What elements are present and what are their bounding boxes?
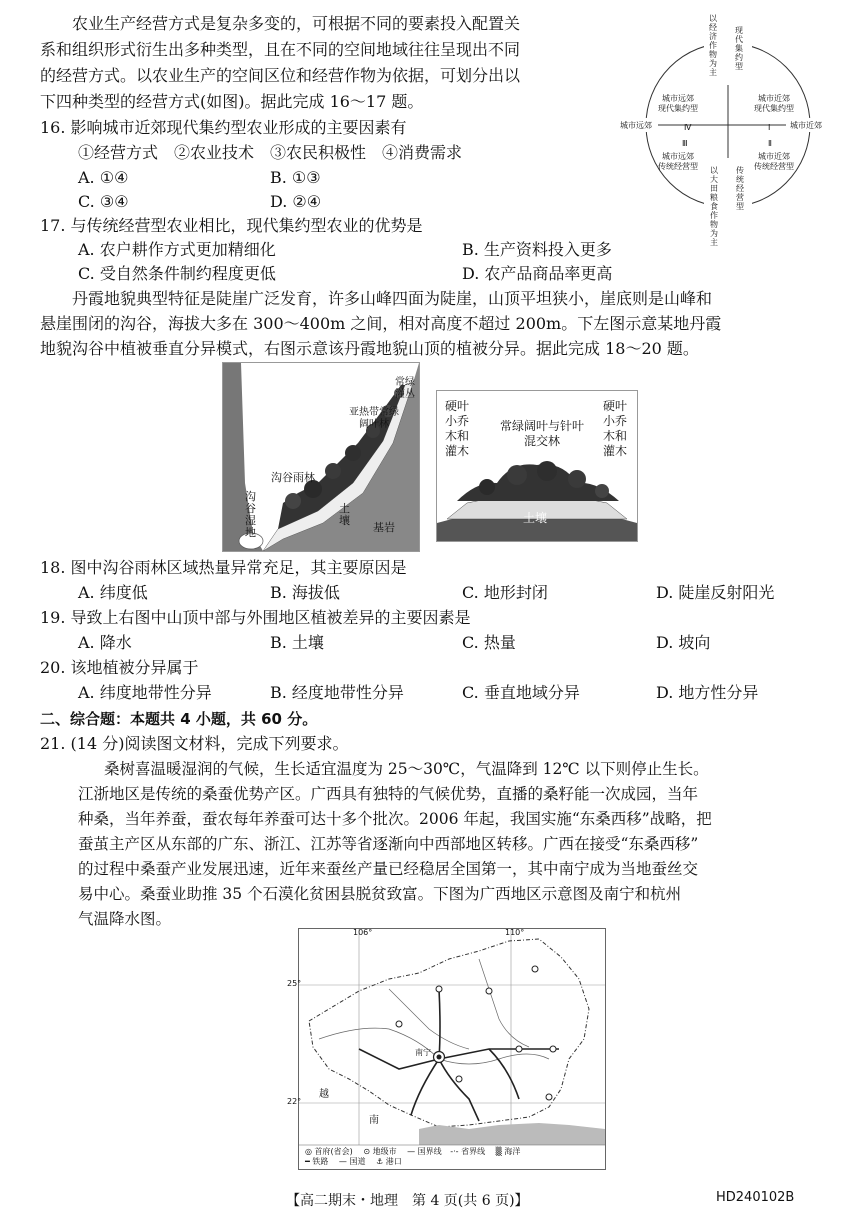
quad-q2-numeral: Ⅱ bbox=[768, 139, 772, 148]
map-lat-25: 25° bbox=[287, 979, 302, 988]
map-lon-106: 106° bbox=[353, 928, 373, 937]
q18-option-d: D. 陡崖反射阳光 bbox=[656, 583, 775, 602]
quad-q3-text: 城市远郊 传统经营型 bbox=[658, 152, 698, 171]
q19-option-a: A. 降水 bbox=[78, 633, 132, 652]
q16-option-a: A. ①④ bbox=[78, 168, 129, 187]
label-valley-rainforest: 沟谷雨林 bbox=[271, 471, 315, 484]
q17-option-d: D. 农产品商品率更高 bbox=[462, 264, 613, 283]
q21-line-5: 的过程中桑蚕产业发展迅速，近年来蚕丝产量已经稳居全国第一，其中南宁成为当地蚕丝交 bbox=[78, 860, 699, 878]
q19-option-b: B. 土壤 bbox=[270, 633, 324, 652]
quad-bottom-right-label: 传统经营型 bbox=[736, 166, 744, 211]
intro2-line-1: 丹霞地貌典型特征是陡崖广泛发育，许多山峰四面为陡崖，山顶平坦狭小，崖底则是山峰和 bbox=[72, 289, 713, 308]
q17-stem: 17. 与传统经营型农业相比，现代集约型农业的优势是 bbox=[40, 216, 423, 235]
intro1-line-1: 农业生产经营方式是复杂多变的，可根据不同的要素投入配置关 bbox=[72, 14, 521, 33]
label-sclerophyll-right: 硬叶 小乔 木和 灌木 bbox=[603, 399, 628, 458]
q18-option-a: A. 纬度低 bbox=[78, 583, 148, 602]
quad-q4-text: 城市远郊 现代集约型 bbox=[658, 94, 698, 113]
footer-page-info: 【高二期末・地理 第 4 页(共 6 页)】 bbox=[286, 1193, 529, 1209]
section-2-heading: 二、综合题：本题共 4 小题，共 60 分。 bbox=[40, 710, 318, 728]
intro1-line-2: 系和组织形式衍生出多种类型，且在不同的空间地域往往呈现出不同 bbox=[40, 40, 521, 59]
quad-q2-text: 城市近郊 传统经营型 bbox=[754, 152, 794, 171]
label-evergreen-shrub: 常绿灌丛 bbox=[395, 377, 415, 400]
q20-stem: 20. 该地植被分异属于 bbox=[40, 658, 199, 677]
footer-code: HD240102B bbox=[716, 1190, 795, 1205]
q21-line-3: 种桑，当年养蚕，蚕农每年养蚕可达十多个批次。2006 年起，我国实施“东桑西移”战略，把 bbox=[78, 810, 712, 828]
q16-option-b: B. ①③ bbox=[270, 168, 321, 187]
q21-line-2: 江浙地区是传统的桑蚕优势产区。广西具有独特的气候优势，直播的桑籽能一次成园，当年 bbox=[78, 785, 699, 803]
q18-option-b: B. 海拔低 bbox=[270, 583, 340, 602]
label-valley-wetland: 沟谷湿地 bbox=[245, 490, 256, 539]
map-lat-22: 22° bbox=[287, 1097, 302, 1106]
q20-option-c: C. 垂直地域分异 bbox=[462, 683, 580, 702]
intro1-line-4: 下四种类型的经营方式(如图)。据此完成 16～17 题。 bbox=[40, 92, 424, 111]
map-lon-110: 110° bbox=[505, 928, 525, 937]
q16-option-d: D. ②④ bbox=[270, 192, 322, 211]
q20-option-d: D. 地方性分异 bbox=[656, 683, 759, 702]
q21-line-1: 桑树喜温暖湿润的气候，生长适宜温度为 25～30℃，气温降到 12℃ 以下则停止生长。 bbox=[104, 760, 709, 778]
map-label-nan: 南 bbox=[369, 1115, 379, 1126]
quad-top-label: 以经济作物为主 bbox=[709, 14, 717, 77]
quad-right-axis: 城市近郊 bbox=[790, 121, 822, 130]
intro2-line-3: 地貌沟谷中植被垂直分异模式，右图示意该丹霞地貌山顶的植被分异。据此完成 18～20 题。 bbox=[40, 339, 699, 358]
q17-option-b: B. 生产资料投入更多 bbox=[462, 240, 612, 259]
q20-option-a: A. 纬度地带性分异 bbox=[78, 683, 212, 702]
q17-option-a: A. 农户耕作方式更加精细化 bbox=[78, 240, 276, 259]
guangxi-map bbox=[287, 928, 606, 1170]
quad-q4-numeral: Ⅳ bbox=[684, 123, 692, 132]
q19-option-d: D. 坡向 bbox=[656, 633, 711, 652]
quad-top-right-label: 现代集约型 bbox=[735, 26, 743, 71]
q19-option-c: C. 热量 bbox=[462, 633, 516, 652]
q19-stem: 19. 导致上右图中山顶中部与外围地区植被差异的主要因素是 bbox=[40, 608, 471, 627]
q18-stem: 18. 图中沟谷雨林区域热量异常充足，其主要原因是 bbox=[40, 558, 407, 577]
q21-line-6: 易中心。桑蚕业助推 35 个石漠化贫困县脱贫致富。下图为广西地区示意图及南宁和杭州 bbox=[78, 885, 682, 903]
map-legend: ◎ 首府(省会) ⊙ 地级市 — 国界线 -·- 省界线 ▒ 海洋 ━ 铁路 — 国道 ⚓ 港口 bbox=[305, 1147, 521, 1166]
q17-option-c: C. 受自然条件制约程度更低 bbox=[78, 264, 276, 283]
q16-factors: ①经营方式 ②农业技术 ③农民积极性 ④消费需求 bbox=[78, 143, 463, 162]
label-soil-left: 土壤 bbox=[339, 502, 350, 527]
q21-line-7: 气温降水图。 bbox=[78, 910, 172, 928]
quad-q1-numeral: Ⅰ bbox=[768, 123, 771, 132]
label-mixed-forest: 常绿阔叶与针叶 混交林 bbox=[499, 419, 584, 448]
q16-option-c: C. ③④ bbox=[78, 192, 129, 211]
quadrant-figure bbox=[618, 8, 838, 247]
q18-option-c: C. 地形封闭 bbox=[462, 583, 548, 602]
danxia-valley-figure bbox=[222, 362, 420, 552]
map-city-nanning: 南宁 bbox=[415, 1048, 431, 1057]
q16-stem: 16. 影响城市近郊现代集约型农业形成的主要因素有 bbox=[40, 118, 407, 137]
label-subtropical-forest: 亚热带常绿阔叶林 bbox=[349, 407, 399, 430]
danxia-summit-figure bbox=[436, 390, 638, 542]
label-bedrock: 基岩 bbox=[373, 521, 395, 534]
intro1-line-3: 的经营方式。以农业生产的空间区位和经营作物为依据，可划分出以 bbox=[40, 66, 521, 85]
quad-left-axis: 城市远郊 bbox=[620, 121, 652, 130]
map-label-yue: 越 bbox=[319, 1089, 329, 1100]
intro2-line-2: 悬崖围闭的沟谷，海拔大多在 300～400m 之间，相对高度不超过 200m。下左图示意某地丹霞 bbox=[40, 314, 722, 333]
q20-option-b: B. 经度地带性分异 bbox=[270, 683, 404, 702]
label-sclerophyll-left: 硬叶 小乔 木和 灌木 bbox=[445, 399, 470, 458]
quad-q3-numeral: Ⅲ bbox=[682, 139, 688, 148]
label-soil-right: 土壤 bbox=[523, 511, 548, 525]
q21-stem: 21. (14 分)阅读图文材料，完成下列要求。 bbox=[40, 734, 349, 753]
q21-line-4: 蚕茧主产区从东部的广东、浙江、江苏等省逐渐向中西部地区转移。广西在接受“东桑西移” bbox=[78, 835, 699, 853]
quad-q1-text: 城市近郊 现代集约型 bbox=[754, 94, 794, 113]
quad-bottom-label: 以大田粮食作物为主 bbox=[710, 166, 718, 247]
